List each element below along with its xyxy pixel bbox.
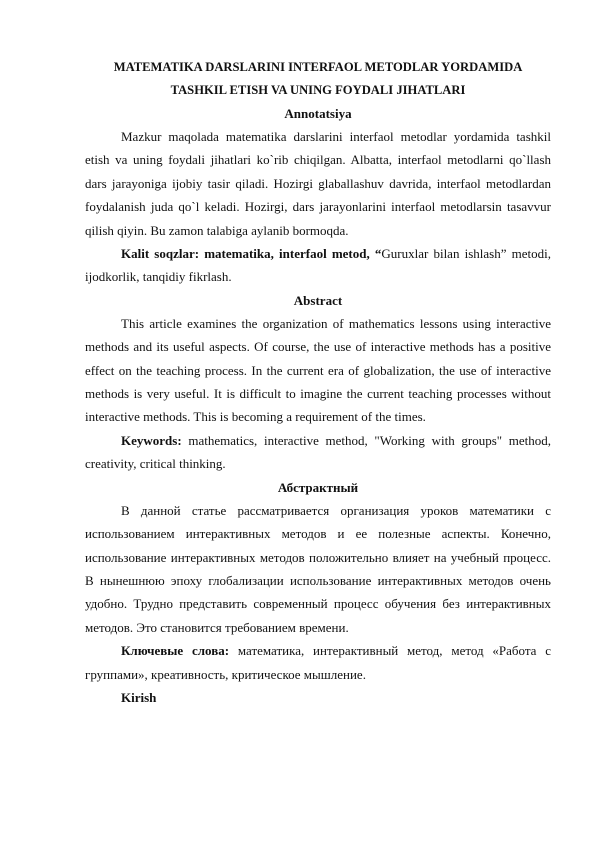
annotatsiya-heading: Annotatsiya: [284, 106, 352, 121]
abstract-heading: Abstract: [293, 292, 343, 308]
abstract-body: This article examines the organization of mathematics lessons using interactive methods and its useful aspects. Of course, the use of interactive methods has a positive effect on the teaching process. In the current era of globalization, the use of interactive methods is very useful. It is difficult to imagine the current teaching processes without interactive methods. This is becoming a requirement of the times.: [85, 315, 551, 425]
abstract-keywords: [85, 429, 551, 476]
annotatsiya-body: Mazkur maqolada matematika darslarini interfaol metodlar yordamida tashkil etish va uning foydali jihatlari ko`rib chiqilgan. Albatta, interfaol metodlarni qo`llash dars jarayoniga ijobiy tasir qiladi. Hozirgi glaballashuv davrida, interfaol metodlardan foydalanish juda qo`l keladi. Hozirgi, dars jarayonlarini interfaol metodlarsin tasavvur qilish qiyin. Bu zamon talabiga aylanib bormoqda.: [85, 129, 551, 238]
abstract-keywords-label: Keywords:: [121, 432, 182, 448]
abstract-keywords-text: mathematics, interactive method, "Working with groups" method, creativity, critical thinking.: [85, 432, 551, 472]
intro-heading: Kirish: [121, 689, 157, 705]
annotatsiya-keywords: [85, 242, 551, 289]
abstract-ru-body: В данной статье рассматривается организация уроков математики с использованием интерактивных методов и ее полезные аспекты. Конечно, использование интерактивных методов положительно влияет на учебный процесс. В нынешнюю эпоху глобализации использование интерактивных методов очень удобно. Трудно представить современный процесс обучения без интерактивных методов. Это становится требованием времени.: [85, 502, 551, 635]
paper-title: MATEMATIKA DARSLARINI INTERFAOL METODLAR YORDAMIDA TASHKIL ETISH VA UNING FOYDALI JIHATLARI: [113, 60, 523, 97]
paper-page: [85, 56, 551, 709]
abstract-ru-keywords-label: Ключевые слова:: [121, 643, 230, 659]
abstract-ru-heading: Абстрактный: [277, 479, 359, 495]
annotatsiya-keywords-label: Kalit soqzlar: matematika, interfaol metod, “: [121, 246, 382, 262]
annotatsiya-keywords-text: Guruxlar bilan ishlash” metodi, ijodkorlik, tanqidiy fikrlash.: [85, 246, 551, 285]
abstract-ru-keywords-text: математика, интерактивный метод, метод «Работа с группами», креативность, критическое мышление.: [85, 643, 552, 682]
abstract-ru-keywords: [85, 639, 551, 686]
